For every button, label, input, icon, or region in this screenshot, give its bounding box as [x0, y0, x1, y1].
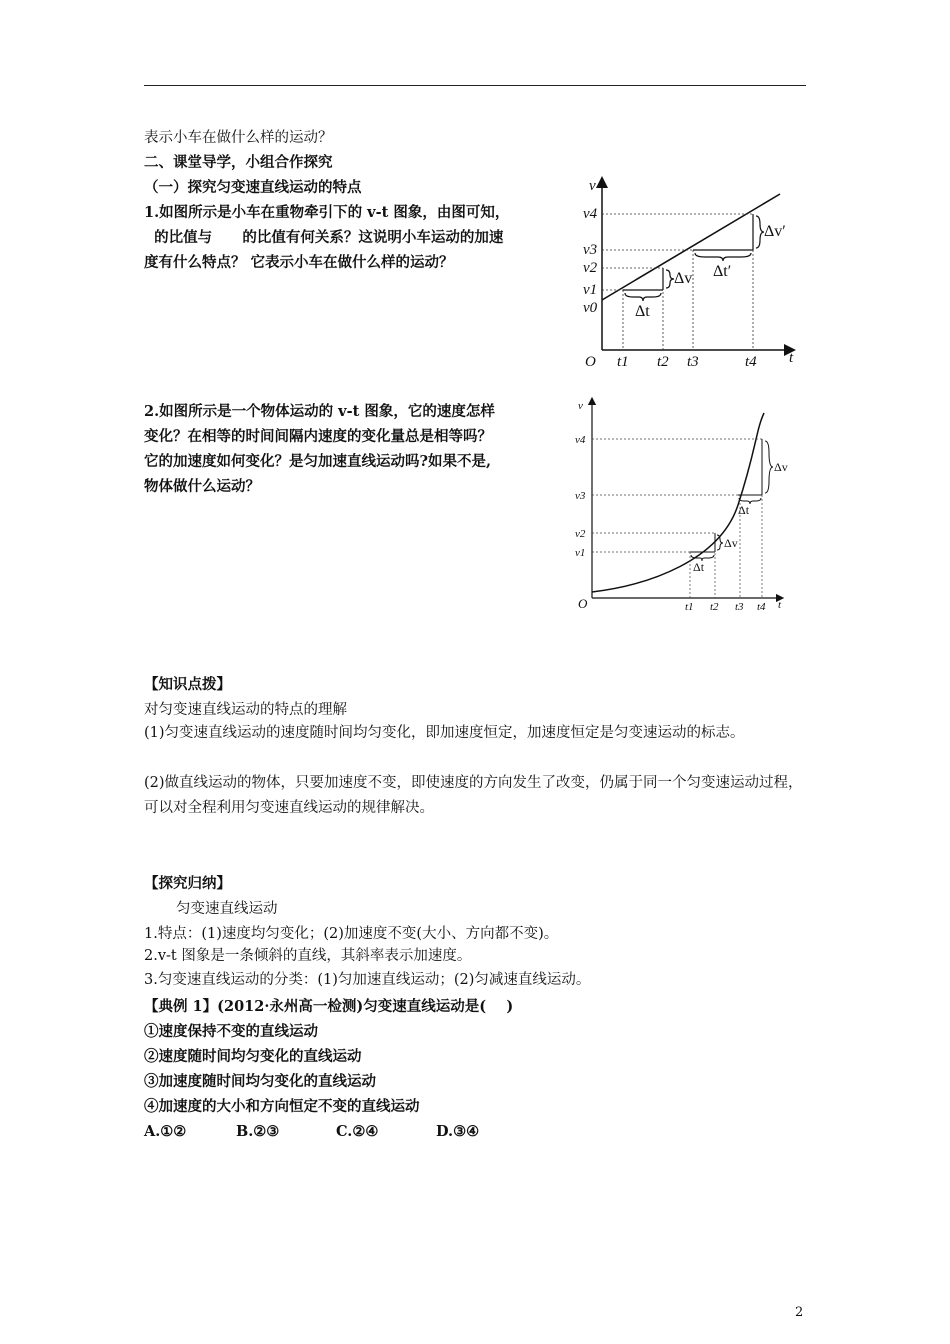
figure-1-linear-vt-graph [575, 172, 810, 372]
y-label-v3: v3 [575, 490, 586, 502]
x-label-t1: t1 [685, 601, 694, 613]
delta-v-prime-label: Δv′ [764, 223, 786, 240]
example-option-4: ④加速度的大小和方向恒定不变的直线运动 [144, 1098, 420, 1115]
header-rule [144, 85, 806, 86]
example-option-1: ①速度保持不变的直线运动 [144, 1023, 318, 1040]
t-axis-label: t [789, 350, 794, 366]
q2-line3: 它的加速度如何变化？是匀加速直线运动吗?如果不是, [144, 453, 492, 470]
figure-2-curved-vt-graph [570, 395, 795, 615]
origin-label: O [585, 354, 596, 370]
y-label-v1: v1 [575, 547, 586, 559]
origin-label: O [578, 596, 588, 611]
summary-item-2: 2.v-t 图象是一条倾斜的直线，其斜率表示加速度。 [144, 948, 472, 964]
y-label-v3: v3 [583, 242, 598, 258]
example-choice-a: A.①② [144, 1123, 187, 1140]
q2-line1: 2.如图所示是一个物体运动的 v-t 图象，它的速度怎样 [144, 403, 495, 420]
knowledge-paragraph-1: (1)匀变速直线运动的速度随时间均匀变化，即加速度恒定，加速度恒定是匀变速运动的标志。 [144, 725, 745, 741]
example-option-2: ②速度随时间均匀变化的直线运动 [144, 1048, 362, 1065]
knowledge-heading: 【知识点拨】 [144, 676, 231, 693]
delta-v-label-1: Δv [724, 536, 738, 550]
q2-line4: 物体做什么运动？ [144, 478, 260, 495]
x-label-t1: t1 [617, 354, 629, 370]
y-label-v4: v4 [583, 206, 598, 222]
t-axis-label: t [778, 599, 782, 611]
q1-line3: 度有什么特点？ 它表示小车在做什么样的运动？ [144, 254, 454, 271]
page-number: 2 [795, 1305, 804, 1320]
y-label-v0: v0 [583, 300, 598, 316]
delta-t-label-1: Δt [693, 560, 705, 574]
v-axis-label: v [578, 400, 583, 412]
example-option-3: ③加速度随时间均匀变化的直线运动 [144, 1073, 376, 1090]
summary-item-1: 1.特点：(1)速度均匀变化；(2)加速度不变(大小、方向都不变)。 [144, 926, 559, 942]
x-label-t3: t3 [735, 601, 744, 613]
knowledge-subtitle: 对匀变速直线运动的特点的理解 [144, 702, 347, 718]
q2-line2: 变化？在相等的时间间隔内速度的变化量总是相等吗？ [144, 428, 492, 445]
sub-heading: （一）探究匀变速直线运动的特点 [144, 179, 362, 196]
delta-v-label: Δv [674, 270, 693, 287]
example-choice-c: C.②④ [336, 1123, 379, 1140]
y-label-v2: v2 [583, 260, 598, 276]
x-label-t2: t2 [657, 354, 669, 370]
delta-t-prime-label: Δt′ [713, 263, 732, 280]
summary-title: 匀变速直线运动 [176, 901, 278, 917]
knowledge-paragraph-2: (2)做直线运动的物体，只要加速度不变，即使速度的方向发生了改变，仍属于同一个匀变速运动过程，可以对全程利用匀变速直线运动的规律解决。 [144, 775, 803, 816]
section-heading: 二、课堂导学，小组合作探究 [144, 154, 333, 171]
q1-line2: 的比值与 的比值有何关系？这说明小车运动的加速 [144, 229, 504, 246]
v-axis-label: v [589, 178, 596, 194]
y-label-v2: v2 [575, 528, 586, 540]
example-choice-b: B.②③ [236, 1123, 280, 1140]
delta-t-label: Δt [635, 303, 650, 320]
x-label-t4: t4 [757, 601, 766, 613]
x-label-t4: t4 [745, 354, 757, 370]
delta-v-label-2: Δv [774, 460, 788, 474]
x-label-t3: t3 [687, 354, 699, 370]
q1-line1: 1.如图所示是小车在重物牵引下的 v-t 图象，由图可知， [144, 204, 510, 221]
summary-heading: 【探究归纳】 [144, 875, 231, 892]
y-label-v1: v1 [583, 282, 598, 298]
intro-line: 表示小车在做什么样的运动？ [144, 130, 333, 146]
delta-t-label-2: Δt [738, 503, 750, 517]
x-label-t2: t2 [710, 601, 719, 613]
example-heading: 【典例 1】(2012·永州高一检测)匀变速直线运动是( ) [144, 998, 514, 1015]
example-choice-d: D.③④ [436, 1123, 480, 1140]
summary-item-3: 3.匀变速直线运动的分类：(1)匀加速直线运动；(2)匀减速直线运动。 [144, 972, 591, 988]
y-label-v4: v4 [575, 434, 586, 446]
